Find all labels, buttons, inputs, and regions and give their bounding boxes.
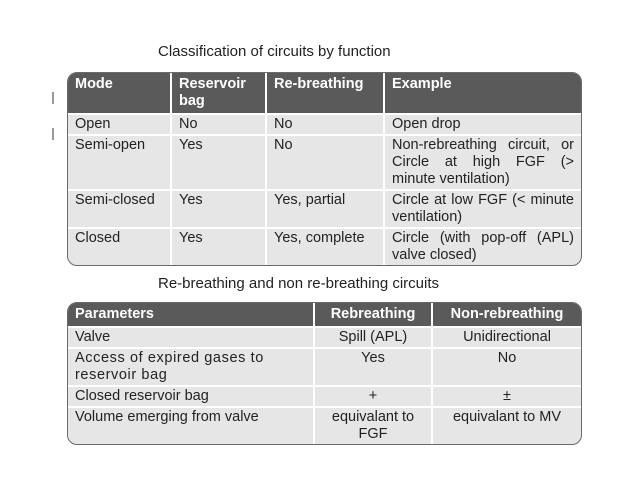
cell-mode: Open xyxy=(68,113,172,134)
cell-non-rebreathing: No xyxy=(433,347,581,385)
header-re-breathing: Re-breathing xyxy=(267,73,385,113)
cell-reservoir-bag: Yes xyxy=(172,134,267,189)
cell-rebreathing: equivalant to FGF xyxy=(315,406,433,444)
cell-re-breathing: Yes, partial xyxy=(267,189,385,227)
header-reservoir-bag: Reservoir bag xyxy=(172,73,267,113)
cell-parameter: Valve xyxy=(68,326,315,347)
cell-re-breathing: No xyxy=(267,113,385,134)
table-row xyxy=(68,113,581,134)
cell-reservoir-bag: Yes xyxy=(172,189,267,227)
table-row xyxy=(68,189,581,227)
table1-caption: Classification of circuits by function xyxy=(158,43,391,60)
cell-reservoir-bag: Yes xyxy=(172,227,267,265)
table-row xyxy=(68,385,581,406)
header-rebreathing: Rebreathing xyxy=(315,303,433,326)
cell-rebreathing: Spill (APL) xyxy=(315,326,433,347)
cell-parameter: Access of expired gases to reservoir bag xyxy=(68,347,315,385)
cell-rebreathing: Yes xyxy=(315,347,433,385)
cell-reservoir-bag: No xyxy=(172,113,267,134)
left-edge-mark xyxy=(52,128,54,140)
cell-example: Non-rebreathing circuit, or Circle at high FGF (> minute ventilation) xyxy=(385,134,581,189)
cell-parameter: Volume emerging from valve xyxy=(68,406,315,444)
table-header-row xyxy=(68,73,581,113)
cell-rebreathing: + xyxy=(315,385,433,406)
cell-example: Open drop xyxy=(385,113,581,134)
cell-non-rebreathing: ± xyxy=(433,385,581,406)
cell-non-rebreathing: Unidirectional xyxy=(433,326,581,347)
table-row xyxy=(68,326,581,347)
rebreathing-comparison-table xyxy=(67,302,582,445)
table-header-row xyxy=(68,303,581,326)
cell-mode: Closed xyxy=(68,227,172,265)
header-parameters: Parameters xyxy=(68,303,315,326)
header-non-rebreathing: Non-rebreathing xyxy=(433,303,581,326)
cell-mode: Semi-open xyxy=(68,134,172,189)
cell-re-breathing: Yes, complete xyxy=(267,227,385,265)
header-example: Example xyxy=(385,73,581,113)
cell-re-breathing: No xyxy=(267,134,385,189)
header-mode: Mode xyxy=(68,73,172,113)
cell-parameter: Closed reservoir bag xyxy=(68,385,315,406)
table-row xyxy=(68,347,581,385)
cell-example: Circle (with pop-off (APL) valve closed) xyxy=(385,227,581,265)
table-row xyxy=(68,134,581,189)
circuit-classification-table xyxy=(67,72,582,266)
cell-non-rebreathing: equivalant to MV xyxy=(433,406,581,444)
table-row xyxy=(68,227,581,265)
left-edge-mark xyxy=(52,92,54,104)
table2-caption: Re-breathing and non re-breathing circuits xyxy=(158,275,439,292)
table-row xyxy=(68,406,581,444)
cell-mode: Semi-closed xyxy=(68,189,172,227)
cell-example: Circle at low FGF (< minute ventilation) xyxy=(385,189,581,227)
